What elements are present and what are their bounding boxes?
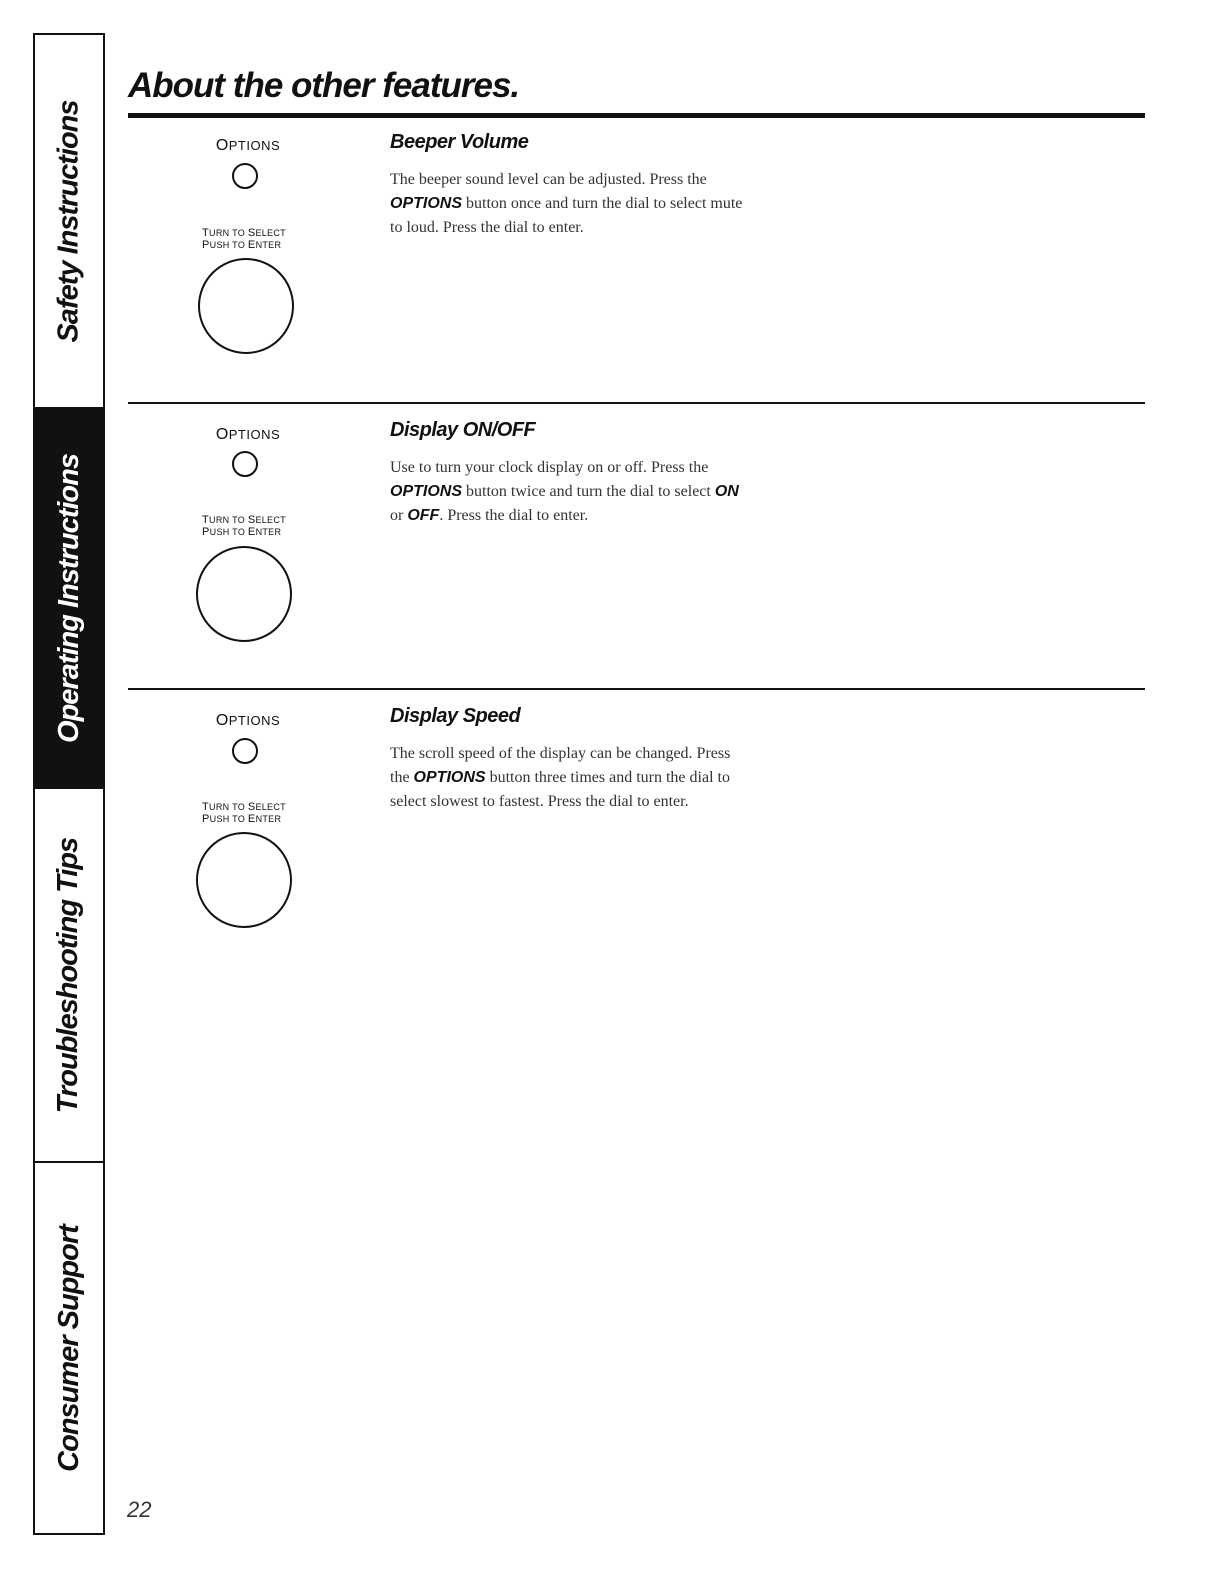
feature-title: Display ON/OFF <box>390 419 536 441</box>
feature-display-speed <box>390 705 750 814</box>
options-control-illustration <box>178 137 318 367</box>
options-button-label <box>178 712 318 730</box>
feature-display-on-off <box>390 419 750 528</box>
tab-label: Operating Instructions <box>52 453 85 743</box>
turn-rest: URN TO <box>209 802 248 812</box>
turn-cap-t: T <box>202 227 210 239</box>
options-keyword: OPTIONS <box>390 195 463 212</box>
dial-icon <box>198 258 294 354</box>
options-first-letter: O <box>215 426 229 443</box>
enter-rest: NTER <box>255 814 282 824</box>
body-text: button three times and turn the dial to select slowest to fastest. Press the dial to enter. <box>390 769 730 810</box>
section-divider <box>128 402 1145 404</box>
options-rest: PTIONS <box>228 713 281 728</box>
push-rest: USH TO <box>209 814 248 824</box>
dial-instructions <box>202 801 286 825</box>
feature-body <box>390 168 750 240</box>
body-text: button once and turn the dial to select mute to loud. Press the dial to enter. <box>390 195 743 236</box>
push-cap-p: P <box>202 813 210 825</box>
body-text: The scroll speed of the display can be changed. Press the <box>390 745 731 786</box>
section-divider <box>128 688 1145 690</box>
select-rest: ELECT <box>255 802 286 812</box>
tab-troubleshooting-tips[interactable] <box>35 789 103 1163</box>
options-button-icon <box>232 738 258 764</box>
title-divider <box>128 113 1145 118</box>
push-cap-p: P <box>202 239 210 251</box>
turn-cap-s: S <box>247 801 256 813</box>
turn-cap-s: S <box>247 227 256 239</box>
body-text: . Press the dial to enter. <box>439 507 589 524</box>
select-rest: ELECT <box>255 228 286 238</box>
tab-safety-instructions[interactable] <box>35 35 103 409</box>
feature-body <box>390 742 750 814</box>
options-keyword: OPTIONS <box>390 483 463 500</box>
dial-instructions <box>202 227 286 251</box>
off-keyword: OFF <box>407 507 440 524</box>
tab-label: Troubleshooting Tips <box>52 837 85 1113</box>
push-cap-e: E <box>247 526 256 538</box>
feature-beeper-volume <box>390 131 750 240</box>
on-keyword: ON <box>714 483 739 500</box>
feature-body <box>390 456 750 528</box>
options-control-illustration <box>178 426 318 656</box>
turn-cap-t: T <box>202 801 210 813</box>
options-button-label <box>178 137 318 155</box>
options-rest: PTIONS <box>228 427 281 442</box>
body-text: The beeper sound level can be adjusted. Press the <box>390 171 707 188</box>
options-button-label <box>178 426 318 444</box>
body-text: or <box>390 507 408 524</box>
dial-icon <box>196 546 292 642</box>
body-text: button twice and turn the dial to select <box>462 483 715 500</box>
push-cap-e: E <box>247 239 256 251</box>
options-button-icon <box>232 163 258 189</box>
push-rest: USH TO <box>209 240 248 250</box>
turn-rest: URN TO <box>209 228 248 238</box>
page-title: About the other features. <box>128 66 520 105</box>
tab-consumer-support[interactable] <box>35 1163 103 1533</box>
options-first-letter: O <box>215 712 229 729</box>
options-button-icon <box>232 451 258 477</box>
body-text: Use to turn your clock display on or off. Press the <box>390 459 709 476</box>
turn-cap-s: S <box>247 514 256 526</box>
feature-title: Display Speed <box>390 705 521 727</box>
tab-operating-instructions[interactable] <box>35 409 103 789</box>
push-rest: USH TO <box>209 527 248 537</box>
options-rest: PTIONS <box>228 138 281 153</box>
enter-rest: NTER <box>255 240 282 250</box>
enter-rest: NTER <box>255 527 282 537</box>
push-cap-e: E <box>247 813 256 825</box>
side-tab-bar <box>33 33 105 1535</box>
turn-cap-t: T <box>202 514 210 526</box>
dial-icon <box>196 832 292 928</box>
options-first-letter: O <box>215 137 229 154</box>
select-rest: ELECT <box>255 515 286 525</box>
page-number: 22 <box>127 1497 152 1522</box>
options-control-illustration <box>178 712 318 942</box>
tab-label: Consumer Support <box>52 1224 85 1472</box>
dial-instructions <box>202 514 286 538</box>
push-cap-p: P <box>202 526 210 538</box>
options-keyword: OPTIONS <box>413 769 486 786</box>
turn-rest: URN TO <box>209 515 248 525</box>
tab-label: Safety Instructions <box>52 99 85 343</box>
feature-title: Beeper Volume <box>390 131 529 153</box>
